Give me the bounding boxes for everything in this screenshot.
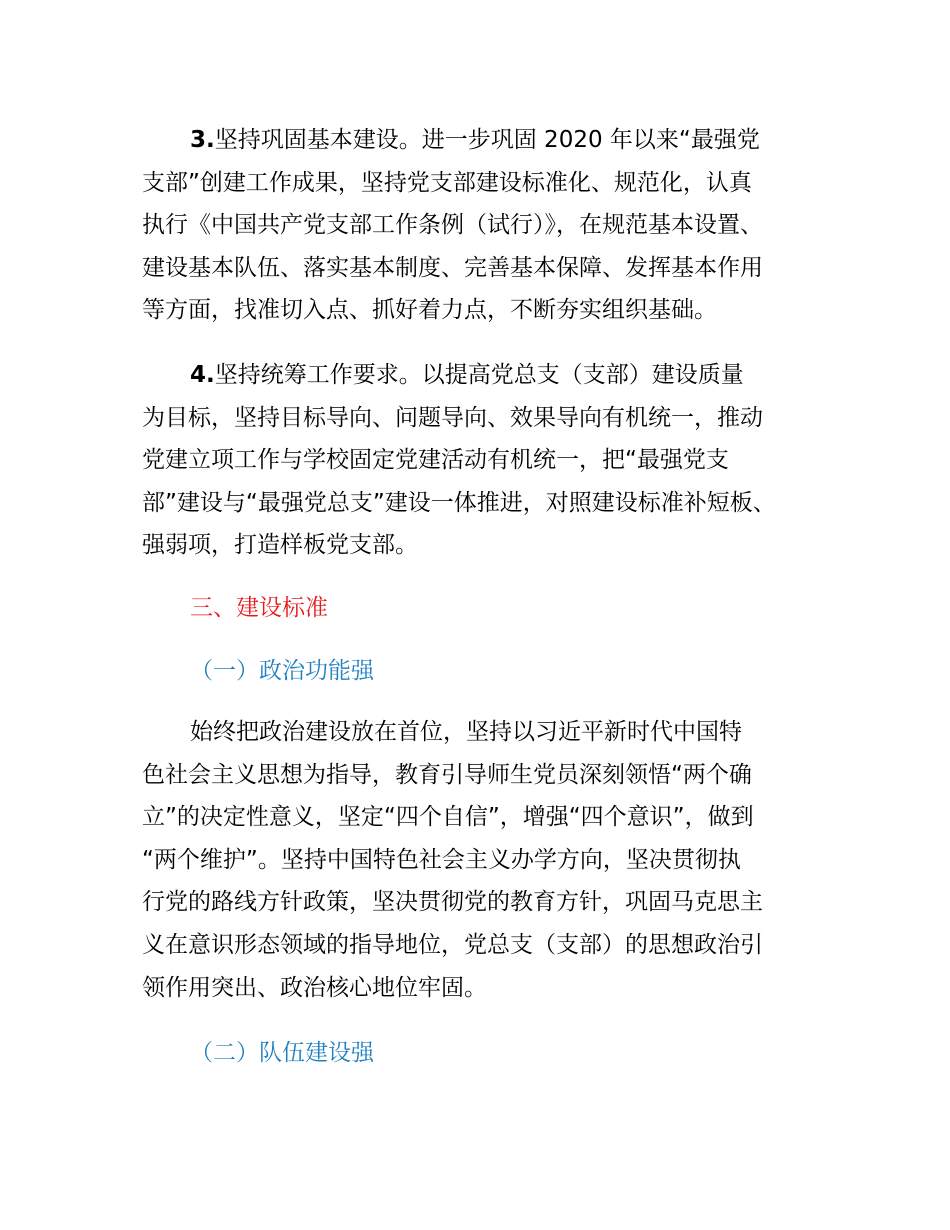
paragraph-line: 色社会主义思想为指导，教育引导师生党员深刻领悟“两个确 — [142, 761, 752, 788]
item-number: 3. — [190, 127, 215, 153]
paragraph-line: 4.坚持统筹工作要求。以提高党总支（支部）建设质量 — [190, 362, 744, 388]
paragraph-line: 为目标，坚持目标导向、问题导向、效果导向有机统一，推动 — [142, 404, 763, 431]
paragraph-line: 部”建设与“最强党总支”建设一体推进，对照建设标准补短板、 — [142, 489, 776, 516]
paragraph-line: 义在意识形态领域的指导地位，党总支（支部）的思想政治引 — [142, 931, 763, 958]
paragraph-line: 建设基本队伍、落实基本制度、完善基本保障、发挥基本作用 — [142, 254, 763, 281]
subsection-heading: （一）政治功能强 — [190, 658, 374, 684]
paragraph-line: 等方面，找准切入点、抓好着力点，不断夯实组织基础。 — [142, 297, 717, 324]
paragraph-line: 3.坚持巩固基本建设。进一步巩固 2020 年以来“最强党 — [190, 127, 760, 153]
section-heading: 三、建设标准 — [190, 595, 328, 621]
paragraph-line: 立”的决定性意义，坚定“四个自信”，增强“四个意识”，做到 — [142, 804, 754, 831]
paragraph-political-function — [142, 711, 814, 1009]
paragraph-line: 行党的路线方针政策，坚决贯彻党的教育方针，巩固马克思主 — [142, 889, 763, 916]
paragraph-line: 始终把政治建设放在首位，坚持以习近平新时代中国特 — [190, 719, 742, 745]
paragraph-3 — [142, 119, 814, 332]
subsection-heading: （二）队伍建设强 — [190, 1040, 374, 1066]
paragraph-line: 领作用突出、政治核心地位牢固。 — [142, 974, 487, 1001]
paragraph-line: 支部”创建工作成果，坚持党支部建设标准化、规范化，认真 — [142, 169, 752, 196]
paragraph-line: “两个维护”。坚持中国特色社会主义办学方向，坚决贯彻执 — [142, 846, 741, 873]
paragraph-line: 强弱项，打造样板党支部。 — [142, 532, 418, 559]
paragraph-4 — [142, 354, 814, 567]
paragraph-line: 执行《中国共产党支部工作条例（试行）》，在规范基本设置、 — [142, 212, 763, 239]
paragraph-line: 党建立项工作与学校固定党建活动有机统一，把“最强党支 — [142, 447, 729, 474]
item-number: 4. — [190, 362, 215, 388]
